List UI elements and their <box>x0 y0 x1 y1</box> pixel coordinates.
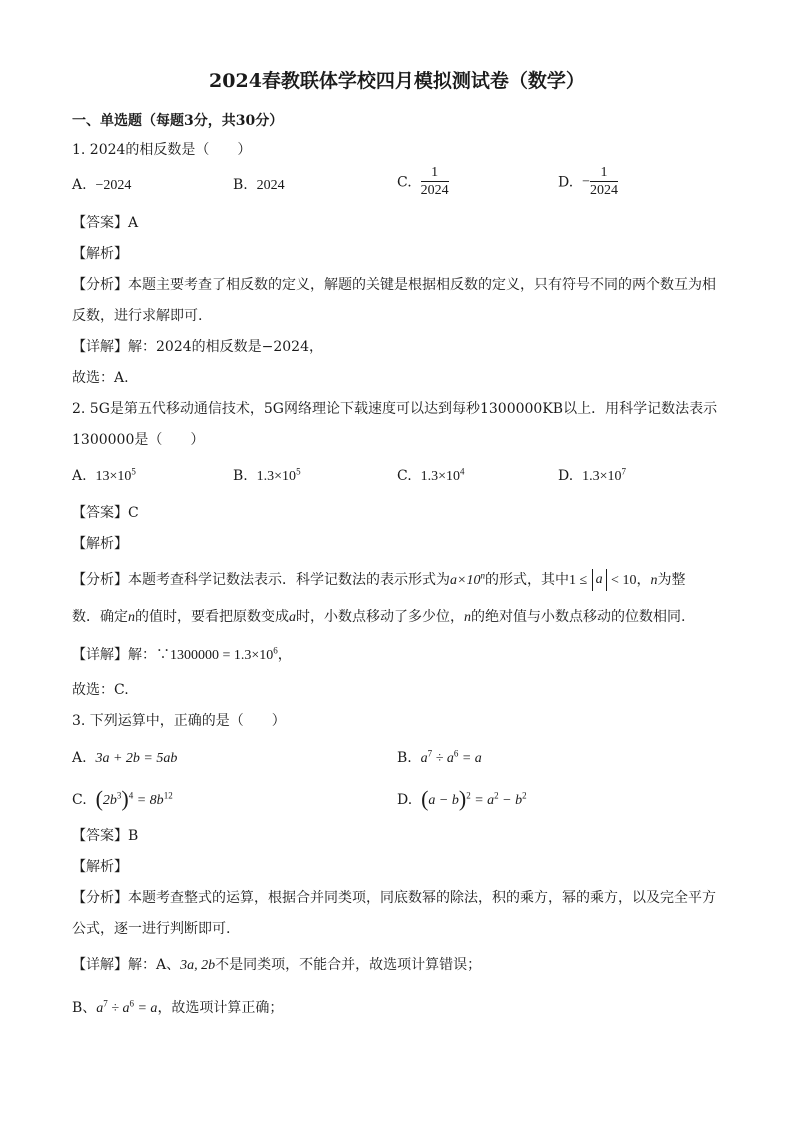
q2-choose: 故选：C. <box>72 682 129 698</box>
q2-stem-line-2: 1300000是（ ） <box>72 432 205 448</box>
q2-option-a: A. $13\times 10^5$ <box>72 466 136 484</box>
q3-stem: 3. 下列运算中，正确的是（ ） <box>72 713 286 729</box>
q1-option-d: D. − $\frac{1}{2024}$ <box>558 165 618 198</box>
q3-analysis-line-2: 公式，逐一进行判断即可. <box>72 921 231 937</box>
q1-option-d-fraction: $\frac{1}{2024}$ <box>590 165 618 198</box>
q2-answer: 【答案】C <box>72 505 139 521</box>
q2-option-d: D. $1.3\times 10^7$ <box>558 466 626 484</box>
q2-detail: 【详解】解：∵1300000 = $1.3\times 10^6$， <box>72 645 292 663</box>
q1-analysis-line-1: 【分析】本题主要考查了相反数的定义，解题的关键是根据相反数的定义，只有符号不同的两个数互为相 <box>72 277 716 293</box>
q1-option-b: B. 2024 <box>233 177 285 193</box>
q2-jiexi: 【解析】 <box>72 536 128 552</box>
q3-analysis-line-1: 【分析】本题考查整式的运算，根据合并同类项，同底数幂的除法，积的乘方，幂的乘方，以及完全平方 <box>72 890 716 906</box>
q2-analysis-line-2: 数．确定n的值时，要看把原数变成a时，小数点移动了多少位，n的绝对值与小数点移动的位数相同. <box>72 609 686 625</box>
q3-detail-a: 【详解】解：A、3a, 2b不是同类项，不能合并，故选项计算错误； <box>72 957 482 973</box>
q3-jiexi: 【解析】 <box>72 859 128 875</box>
q3-option-b: B. $a^7 \div a^6 = a$ <box>397 748 482 766</box>
q1-jiexi: 【解析】 <box>72 246 128 262</box>
q3-option-d: D. $(a - b)^2 = a^2 - b^2$ <box>397 786 527 811</box>
section-heading: 一、单选题（每题3分，共30分） <box>72 113 284 129</box>
q1-option-a: A. −2024 <box>72 177 132 193</box>
q1-stem: 1. 2024的相反数是（ ） <box>72 142 252 158</box>
q3-answer: 【答案】B <box>72 828 139 844</box>
q1-detail: 【详解】解：2024的相反数是−2024， <box>72 339 323 355</box>
q3-option-a: A. 3a + 2b = 5ab <box>72 750 178 766</box>
q2-option-b: B. $1.3\times 10^5$ <box>233 466 301 484</box>
q1-choose: 故选：A. <box>72 370 129 386</box>
q1-option-c-fraction: $\frac{1}{2024}$ <box>420 165 449 198</box>
q3-option-c: C. $(2b^3)^4 = 8b^{12}$ <box>72 786 173 811</box>
page-title: 2024春教联体学校四月模拟测试卷（数学） <box>209 70 585 92</box>
q1-analysis-line-2: 反数，进行求解即可. <box>72 308 203 324</box>
q2-analysis-line-1: 【分析】本题考查科学记数法表示．科学记数法的表示形式为$a\times 10^n$的形式，其中1 ≤ a < 10，n为整 <box>72 569 685 591</box>
q1-answer: 【答案】A <box>72 215 139 231</box>
q2-stem-line-1: 2. 5G是第五代移动通信技术，5G网络理论下载速度可以达到每秒1300000KB以上．用科学记数法表示 <box>72 401 718 417</box>
q1-option-c: C. $\frac{1}{2024}$ <box>397 165 449 198</box>
q2-option-c: C. $1.3\times 10^4$ <box>397 466 465 484</box>
q3-detail-b: B、$a^7 \div a^6 = a$，故选项计算正确； <box>72 998 284 1016</box>
